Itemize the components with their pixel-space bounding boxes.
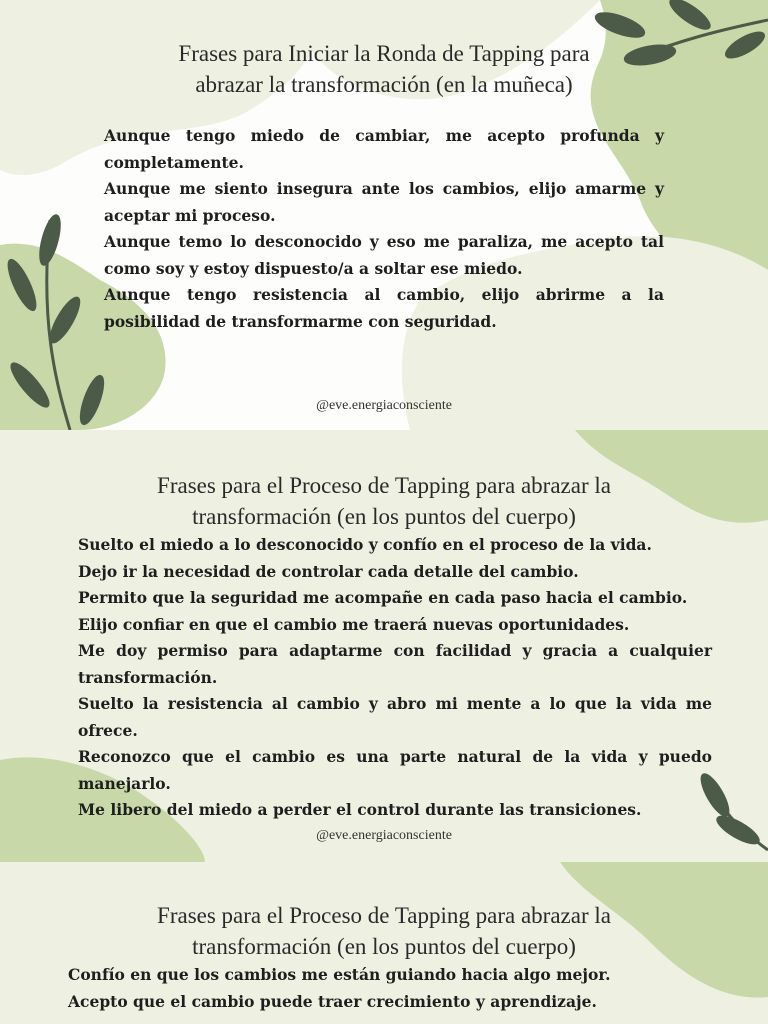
title-line: abrazar la transformación (en la muñeca) (195, 72, 573, 97)
phrase-item: Acepto que el cambio puede traer crecimiento y aprendizaje. (68, 991, 597, 1011)
phrase-item: Me libero del miedo a perder el control durante las transiciones. (78, 800, 642, 819)
section-3-title (0, 900, 768, 962)
section-3-phrase-list (68, 962, 718, 1015)
title-line: Frases para el Proceso de Tapping para abrazar la (157, 903, 611, 928)
section-1-phrase-list (104, 123, 664, 335)
section-3-panel (0, 862, 768, 1024)
phrase-item: Suelto la resistencia al cambio y abro mi mente a lo que la vida me ofrece. (78, 694, 712, 740)
phrase-item: Aunque temo lo desconocido y eso me paraliza, me acepto tal como soy y estoy dispuesto/a a soltar ese miedo. (104, 232, 664, 278)
section-1-title (0, 38, 768, 100)
social-handle: @eve.energiaconsciente (316, 828, 452, 843)
section-2-title (0, 470, 768, 532)
section-1-panel (0, 0, 768, 430)
section-2-panel (0, 430, 768, 862)
phrase-item: Permito que la seguridad me acompañe en cada paso hacia el cambio. (78, 588, 688, 607)
title-line: Frases para Iniciar la Ronda de Tapping para (178, 41, 590, 66)
title-line: Frases para el Proceso de Tapping para abrazar la (157, 473, 611, 498)
title-line: transformación (en los puntos del cuerpo) (192, 504, 576, 529)
phrase-item: Aunque tengo miedo de cambiar, me acepto profunda y completamente. (104, 126, 664, 172)
phrase-item: Suelto el miedo a lo desconocido y confío en el proceso de la vida. (78, 535, 652, 554)
phrase-item: Reconozco que el cambio es una parte natural de la vida y puedo manejarlo. (78, 747, 712, 793)
phrase-item: Elijo confiar en que el cambio me traerá nuevas oportunidades. (78, 614, 630, 634)
section-2-phrase-list (78, 532, 712, 824)
phrase-item: Aunque me siento insegura ante los cambios, elijo amarme y aceptar mi proceso. (104, 179, 664, 225)
phrase-item: Aunque tengo resistencia al cambio, elijo abrirme a la posibilidad de transformarme con seguridad. (104, 285, 664, 331)
phrase-item: Confío en que los cambios me están guiando hacia algo mejor. (68, 965, 611, 984)
title-line: transformación (en los puntos del cuerpo) (192, 934, 576, 959)
phrase-item: Me doy permiso para adaptarme con facilidad y gracia a cualquier transformación. (78, 641, 712, 687)
phrase-item: Dejo ir la necesidad de controlar cada detalle del cambio. (78, 561, 579, 581)
social-handle: @eve.energiaconsciente (316, 398, 452, 413)
